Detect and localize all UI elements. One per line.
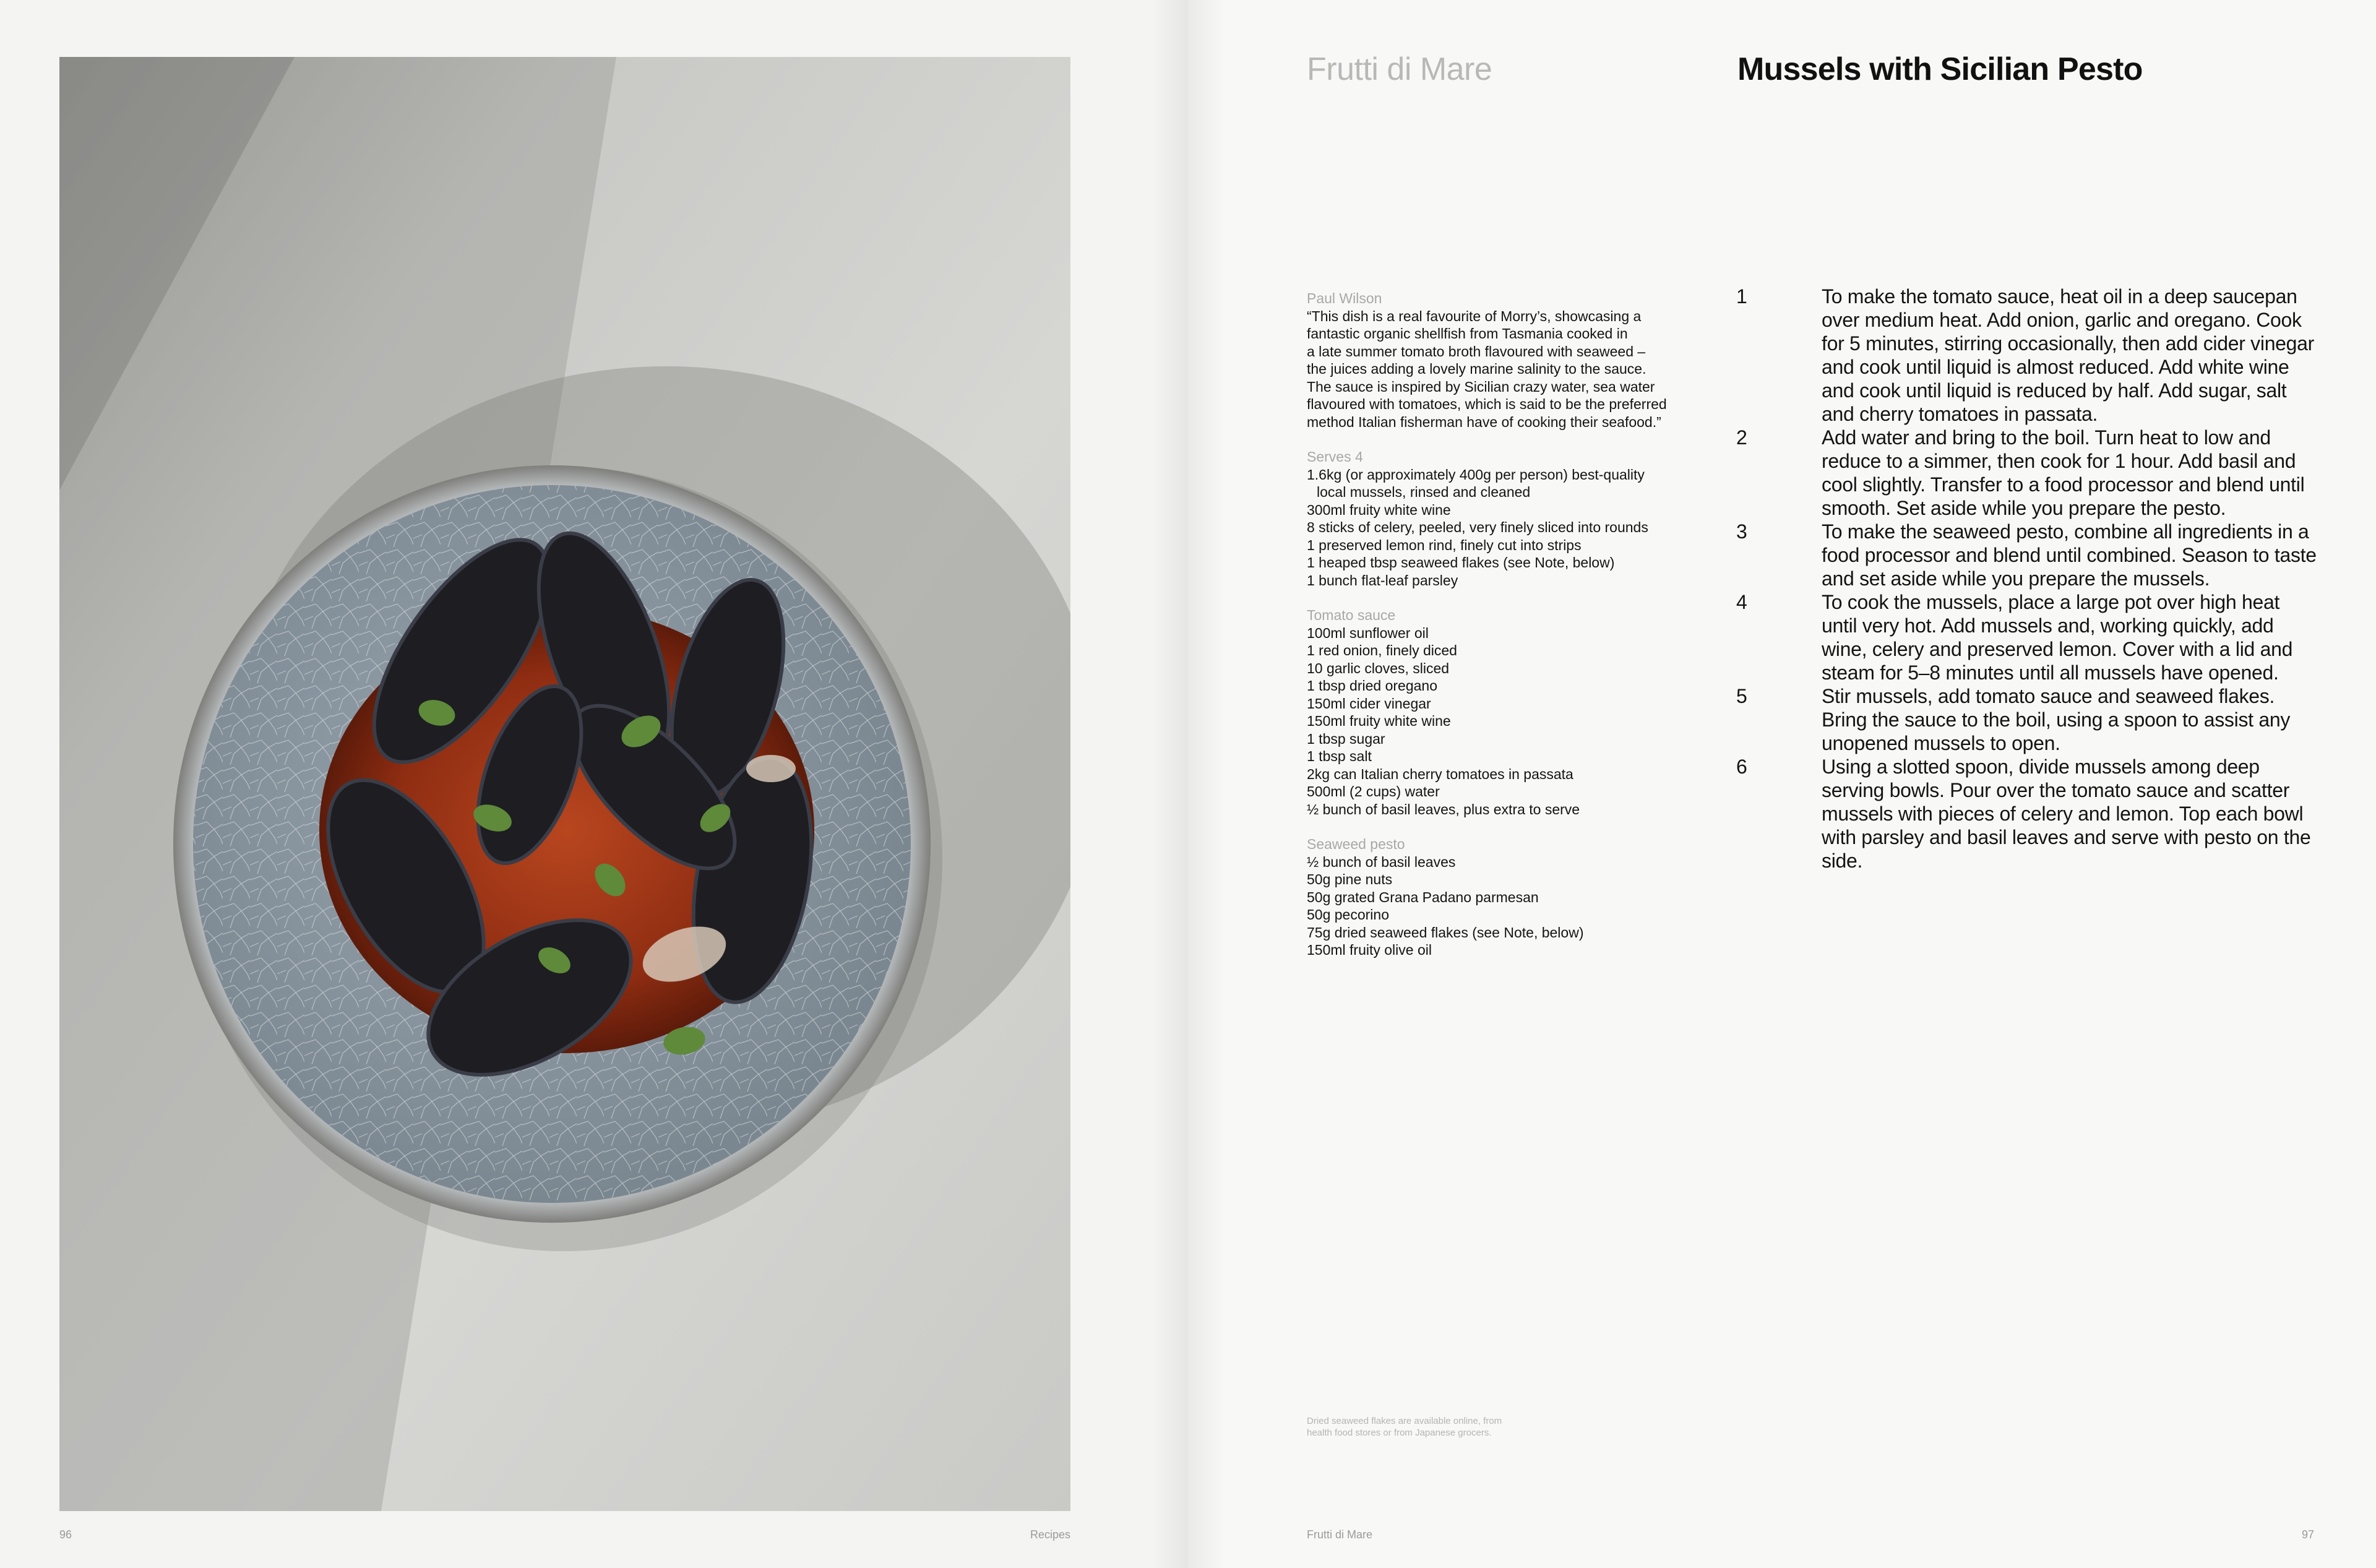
seaweed-pesto-label: Seaweed pesto bbox=[1307, 836, 1405, 852]
method-step bbox=[1736, 684, 2318, 755]
step-text: Add water and bring to the boil. Turn heat to low and reduce to a simmer, then cook for 1 hour. Add basil and cool slightly. Transfer to a food processor and blend until smooth. Set aside while you prepare the pesto. bbox=[1822, 426, 2305, 519]
ingredient-item: 75g dried seaweed flakes (see Note, below) bbox=[1307, 924, 1584, 941]
ingredient-item: 1 heaped tbsp seaweed flakes (see Note, below) bbox=[1307, 554, 1615, 571]
page-gutter bbox=[1151, 0, 1225, 1568]
ingredient-item: 150ml fruity olive oil bbox=[1307, 942, 1432, 958]
photo-illustration bbox=[59, 57, 1070, 1511]
step-number: 5 bbox=[1736, 685, 1747, 707]
step-number: 3 bbox=[1736, 520, 1747, 543]
method-step bbox=[1736, 285, 2318, 426]
intro-line: fantastic organic shellfish from Tasmania cooked in bbox=[1307, 325, 1628, 342]
tomato-sauce-block bbox=[1307, 606, 1709, 818]
section-title: Frutti di Mare bbox=[1307, 51, 1492, 87]
ingredient-item: 300ml fruity white wine bbox=[1307, 501, 1451, 518]
intro-line: the juices adding a lovely marine salinity to the sauce. bbox=[1307, 361, 1646, 377]
serves-label: Serves 4 bbox=[1307, 449, 1363, 465]
note-line: Dried seaweed flakes are available online, from bbox=[1307, 1416, 1502, 1426]
running-footer-left: Recipes bbox=[1030, 1528, 1070, 1541]
ingredient-item: ½ bunch of basil leaves bbox=[1307, 853, 1456, 870]
ingredient-item: 1 preserved lemon rind, finely cut into strips bbox=[1307, 536, 1582, 553]
ingredient-item: 500ml (2 cups) water bbox=[1307, 783, 1440, 799]
intro-line: The sauce is inspired by Sicilian crazy water, sea water bbox=[1307, 378, 1655, 395]
step-number: 2 bbox=[1736, 426, 1747, 449]
step-text: To make the seaweed pesto, combine all ingredients in a food processor and blend until combined. Season to taste and set aside while you prepare the mussels. bbox=[1822, 520, 2317, 590]
step-text: To make the tomato sauce, heat oil in a deep saucepan over medium heat. Add onion, garlic and oregano. Cook for 5 minutes, stirring occasionally, then add cider vinegar and cook until liquid is almost reduced. Add white wine and cook until liquid is reduced by half. Add sugar, salt and cherry tomatoes in passata. bbox=[1822, 285, 2315, 425]
ingredients-column bbox=[1307, 290, 1709, 976]
ingredient-item: 100ml sunflower oil bbox=[1307, 624, 1429, 641]
intro-line: “This dish is a real favourite of Morry’s, showcasing a bbox=[1307, 308, 1642, 324]
method-step bbox=[1736, 426, 2318, 520]
tomato-sauce-label: Tomato sauce bbox=[1307, 607, 1396, 623]
ingredient-item: 150ml fruity white wine bbox=[1307, 713, 1451, 729]
page-number-left: 96 bbox=[59, 1528, 72, 1541]
method-step bbox=[1736, 755, 2318, 872]
ingredient-item: ½ bunch of basil leaves, plus extra to serve bbox=[1307, 801, 1580, 817]
ingredient-item: 8 sticks of celery, peeled, very finely sliced into rounds bbox=[1307, 519, 1648, 535]
ingredient-item: 2kg can Italian cherry tomatoes in passata bbox=[1307, 765, 1573, 782]
running-footer-right: Frutti di Mare bbox=[1307, 1528, 1373, 1541]
intro-line: a late summer tomato broth flavoured with seaweed – bbox=[1307, 343, 1646, 360]
seaweed-pesto-block bbox=[1307, 835, 1709, 959]
method-step bbox=[1736, 520, 2318, 590]
ingredient-item: 1 tbsp dried oregano bbox=[1307, 678, 1437, 694]
ingredient-item: local mussels, rinsed and cleaned bbox=[1317, 484, 1531, 500]
ingredient-item: 1 bunch flat-leaf parsley bbox=[1307, 572, 1458, 588]
ingredient-item: 50g grated Grana Padano parmesan bbox=[1307, 889, 1539, 905]
step-text: Stir mussels, add tomato sauce and seaweed flakes. Bring the sauce to the boil, using a spoon to assist any unopened mussels to open. bbox=[1822, 685, 2291, 754]
step-number: 4 bbox=[1736, 591, 1747, 613]
step-number: 6 bbox=[1736, 756, 1747, 778]
author-name: Paul Wilson bbox=[1307, 290, 1382, 306]
ingredient-item: 1 red onion, finely diced bbox=[1307, 642, 1457, 658]
intro-block bbox=[1307, 290, 1709, 431]
method-steps bbox=[1736, 285, 2318, 872]
step-text: Using a slotted spoon, divide mussels among deep serving bowls. Pour over the tomato sauce and scatter mussels with pieces of celery and lemon. Top each bowl with parsley and basil leaves and serve with pesto on the side. bbox=[1822, 756, 2311, 872]
intro-line: method Italian fisherman have of cooking their seafood.” bbox=[1307, 413, 1661, 430]
ingredient-item: 10 garlic cloves, sliced bbox=[1307, 660, 1450, 676]
step-number: 1 bbox=[1736, 285, 1747, 308]
ingredient-item: 1 tbsp sugar bbox=[1307, 730, 1385, 747]
intro-line: flavoured with tomatoes, which is said to be the preferred bbox=[1307, 396, 1667, 412]
method-step bbox=[1736, 590, 2318, 684]
ingredient-item: 1 tbsp salt bbox=[1307, 748, 1372, 764]
note-line: health food stores or from Japanese grocers. bbox=[1307, 1428, 1492, 1438]
mussels-photo bbox=[59, 57, 1070, 1511]
step-text: To cook the mussels, place a large pot over high heat until very hot. Add mussels and, working quickly, add wine, celery and preserved lemon. Cover with a lid and steam for 5–8 minutes until all mussels have opened. bbox=[1822, 591, 2293, 684]
seaweed-note bbox=[1307, 1415, 1567, 1439]
page-number-right: 97 bbox=[2301, 1528, 2314, 1541]
serves-block bbox=[1307, 448, 1709, 589]
recipe-title: Mussels with Sicilian Pesto bbox=[1737, 51, 2143, 87]
ingredient-item: 50g pecorino bbox=[1307, 907, 1389, 923]
ingredient-item: 150ml cider vinegar bbox=[1307, 695, 1431, 712]
ingredient-item: 1.6kg (or approximately 400g per person) best-quality bbox=[1307, 466, 1645, 483]
ingredient-item: 50g pine nuts bbox=[1307, 871, 1393, 887]
